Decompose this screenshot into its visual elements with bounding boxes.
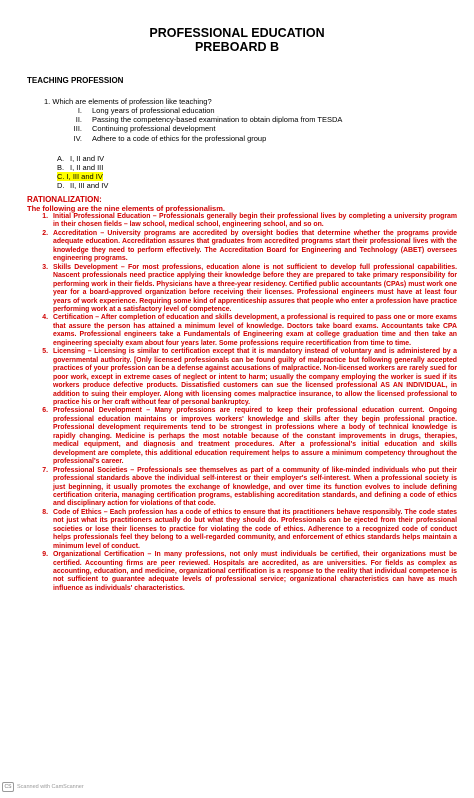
answer-choice [57,163,108,172]
item-text: Professional Development – Many professions are required to keep their professional education current. Ongoing professional education maintains or improves workers' knowledge and skills after they begin professional practice. Professional development requirements tend to be strongest in professions where a body of technical knowledge is rapidly changing. Medicine is perhaps the most notable because of the constant improvements in drugs, therapies, medical equipment, and diagnosis and treatment procedures. After a professional's initial education and skills development are complete, this additional education requirement helps to assure a minimum competency throughout the professional's career. [53,407,457,466]
camscanner-icon: CS [2,782,14,792]
rationalization-subheading: The following are the nine elements of professionalism. [27,204,225,213]
list-item [27,467,457,509]
item-text: Licensing – Licensing is similar to certification except that it is mandatory instead of voluntary and is administered by a governmental authority. [Only licensed professionals can be found guilty of malpractice but following generally accepted practices of your profession can be a defense against accusations of malpractice. Non-licensed workers are rarely sued for poor work, except in extreme cases of neglect or intent to harm; usually the company employing the worker is sued if its workers produce defective products. Dissatisfied customers can sue the licensed professional AS AN INDIVIDUAL, in addition to suing their employer. Along with licensing comes malpractice insurance, to allow the licensed professional to practice his or her craft without fear of personal bankruptcy. [53,348,458,406]
question-number: 1. [44,97,51,106]
rationalization-heading: RATIONALIZATION: [27,195,102,204]
answer-choices [57,154,108,190]
item-number: 5. [42,348,48,356]
choice-text: II, III and IV [70,181,109,190]
choice-text: I, II and IV [70,154,105,163]
statement-item [60,115,460,124]
list-item [27,551,457,593]
highlighted-answer [57,172,103,181]
item-number: 4. [42,314,48,322]
statement-text: Continuing professional development [92,124,216,134]
document-subtitle: PREBOARD B [194,40,280,54]
item-text: Accreditation – University programs are accredited by oversight bodies that determine whether the programs provide adequate education. Accreditation assures that graduates from accredited programs start their professional lives with the knowledge they need to perform effectively. The Accreditation Board for Engineering and Technology (ABET) oversees engineering programs. [53,229,457,263]
choice-letter: A. [57,154,65,163]
item-number: 8. [42,508,48,516]
item-text: Professional Societies – Professionals see themselves as part of a community of like-minded individuals who put their professional standards above the individual self-interest or their employer's self-interest. When a professional society is just beginning, it usually promotes the exchange of knowledge, and over time its function evolves to include defining certification criteria, managing certification programs, establishing accreditation standards, and defining a code of ethics and disciplinary action for violations of that code. [53,466,457,508]
list-item [27,213,457,230]
item-number: 9. [42,551,48,559]
statement-item [60,124,460,133]
answer-choice [57,154,108,163]
statement-text: Passing the competency-based examination to obtain diploma from TESDA [92,115,343,125]
list-item [27,348,457,407]
choice-letter: B. [57,163,65,172]
answer-choice-correct [57,172,108,181]
statement-list [60,106,460,143]
item-text: Organizational Certification – In many professions, not only must individuals be certified, their organizations must be certified. Accounting firms are peer reviewed. Hospitals are accredited, as are universities. For fields as complex as accounting, education, and medicine, organizational certification is a response to the reality that individual competence is not sufficient to guarantee adequate levels of professional service; organizational characteristics can have as much influence as individuals' characteristics. [53,551,457,592]
rationalization-list [27,213,457,593]
choice-letter: C. [57,172,65,181]
statement-item [60,134,460,143]
statement-item [60,106,460,115]
item-number: 6. [42,407,48,415]
document-title: PROFESSIONAL EDUCATION [149,26,325,40]
list-item [27,509,457,551]
statement-number: III. [73,124,82,134]
statement-number: I. [77,106,82,115]
item-number: 1. [42,213,48,220]
item-text: Skills Development – For most professions, education alone is not sufficient to develop full professional capabilities. Nascent professionals need practice applying their knowledge before they are prepared to take primary responsibility for performing work in their fields. Physicians have a three-year residency. Certified public accountants (CPAs) must work one year for a board-approved organization before receiving their licenses. Professional engineers must have at least four years of work experience. Requiring some kind of apprenticeship assures that people who enter a profession have practice performing work at a satisfactory level of competence. [53,263,457,313]
item-number: 7. [42,466,48,474]
list-item [27,407,457,466]
choice-text: I, II and III [70,163,104,172]
item-number: 2. [42,229,48,237]
statement-text: Adhere to a code of ethics for the professional group [92,133,267,143]
list-item [27,230,457,264]
scanner-watermark [2,782,84,792]
watermark-text: Scanned with CamScanner [17,784,84,790]
statement-text: Long years of professional education [92,106,215,115]
answer-choice [57,181,108,190]
statement-number: II. [75,115,82,125]
list-item [27,314,457,348]
choice-text: I, III and IV [66,172,103,181]
item-text: Initial Professional Education – Professionals generally begin their professional lives by completing a university program in their chosen fields – law school, medical school, engineering school, and so on. [53,213,457,229]
statement-number: IV. [73,133,82,143]
question-stem [44,97,464,106]
question-text: Which are elements of profession like teaching? [52,97,212,106]
item-number: 3. [42,263,48,271]
item-text: Certification – After completion of education and skills development, a professional is required to pass one or more exams that assure the person has attained a minimum level of knowledge. Doctors take board exams. Accountants take CPA exams. Professional engineers take a Fundamentals of Engineering exam at college graduation time and then take an engineering specialty exam about four years later. Some professions require recertification from time to time. [53,314,457,347]
section-title: TEACHING PROFESSION [27,76,124,85]
choice-letter: D. [57,181,65,190]
item-text: Code of Ethics – Each profession has a code of ethics to ensure that its practitioners behave responsibly. The code states not just what its practitioners actually do but what they should do. Professionals can be ejected from their professional societies or lose their licenses to practice for violating the code of ethics. Adherence to a recognized code of conduct helps professionals feel they belong to a well-regarded community, and enforcement of ethics standards helps maintain a minimum level of conduct. [53,508,457,550]
list-item [27,264,457,315]
